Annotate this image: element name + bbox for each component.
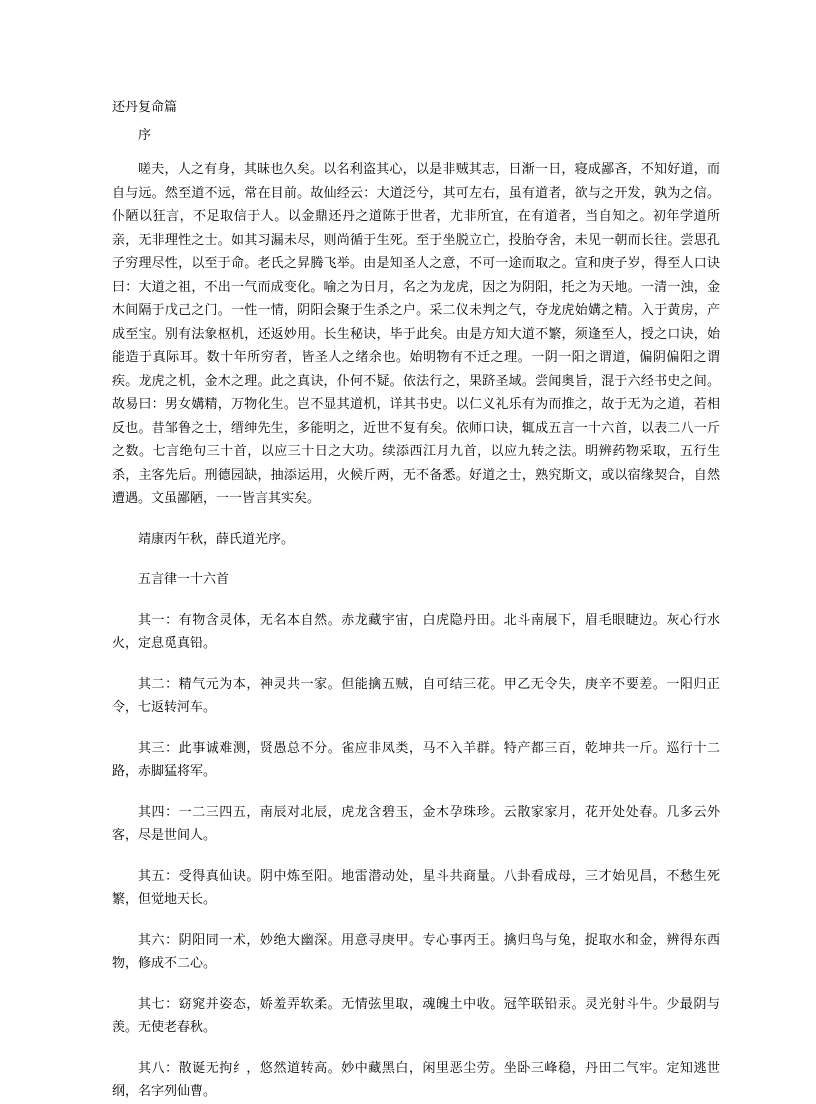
poem-section-heading: 五言律一十六首 [138, 572, 230, 587]
verse-item: 其四：一二三四五，南辰对北辰，虎龙含碧玉，金木孕珠珍。云散家家月，花开处处春。几多云外客，尽是世间人。 [112, 804, 720, 843]
verse-item: 其五：受得真仙诀。阴中炼至阳。地雷潜动处，星斗共商量。八卦看成母，三才始见昌，不愁生死繁，但觉地天长。 [112, 868, 720, 907]
preface-heading: 序 [138, 128, 152, 143]
preface-body: 嗟夫，人之有身，其昧也久矣。以名利盗其心，以是非贼其志，日渐一日，寝成鄙吝，不知好道，而自与远。然至道不远，常在目前。故仙经云：大道泛兮，其可左右，虽有道者，欲与之开发，孰为之信。仆陋以狂言，不足取信于人。以金鼎还丹之道陈于世者，尤非所宜，在有道者，当自知之。初年学道所亲，无非理性之士。如其习漏未尽，则尚循于生死。至于坐脱立亡，投胎夺舍，未见一朝而长往。尝思孔子穷理尽性，以至于命。老氏之昇腾飞举。由是知圣人之意，不可一途而取之。宣和庚子岁，得至人口诀曰：大道之祖，不出一气而成变化。喻之为日月，名之为龙虎，因之为阴阳，托之为天地。一清一浊，金木间隔于戊己之门。一性一情，阴阳会聚于生杀之户。采二仪未判之气，夺龙虎始媾之精。入于黄房，产成至宝。别有法象枢机，还返妙用。长生秘诀，毕于此矣。由是方知大道不繁，须逢至人，授之口诀，始能造于真际耳。数十年所穷者，皆圣人之绪余也。始明物有不迁之理。一阴一阳之谓道，偏阴偏阳之谓疾。龙虎之机，金木之理。此之真诀，仆何不疑。依法行之，果跻圣域。尝闻奥旨，混于六经书史之间。故易曰：男女媾精，万物化生。岂不显其道机，详其书史。以仁义礼乐有为而推之，故于无为之道，若相反也。昔邹鲁之士，缙绅先生，多能明之，近世不复有矣。依师口诀，辄成五言一十六首，以表二八一斤之数。七言绝句三十首，以应三十日之大功。续添西江月九首，以应九转之法。明辨药物采取，五行生杀，主客先后。刑德园缺，抽添运用，火候斤两，无不备悉。好道之士，熟究斯文，或以宿缘契合，自然遭遇。文虽鄙陋，一一皆言其实矣。 [112, 162, 720, 506]
verse-item: 其七：窈窕并姿态，娇羞弄软柔。无情弦里取，魂魄土中收。冠竿联铅汞。灵光射斗牛。少最阴与羡。无使老春秋。 [112, 996, 720, 1035]
document-title: 还丹复命篇 [112, 100, 178, 115]
preface-signature: 靖康丙午秋，薛氏道光序。 [138, 531, 295, 547]
verse-item: 其二：精气元为本，神灵共一家。但能擒五贼，自可结三花。甲乙无令失，庚辛不要差。一阳归正令，七返转河车。 [112, 676, 720, 715]
verse-item: 其八：散诞无拘纟，悠然道转高。妙中藏黑白，闲里恶尘劳。坐卧三峰稳，丹田二气牢。定知逃世纲，名字列仙曹。 [112, 1060, 720, 1099]
verse-item: 其六：阴阳同一术，妙绝大幽深。用意寻庚甲。专心事丙王。擒归鸟与兔，捉取水和金，辨得东西物，修成不二心。 [112, 932, 720, 971]
verse-item: 其三：此事诚难测，贤愚总不分。雀应非凤类，马不入羊群。特产都三百，乾坤共一斤。巡行十二路，赤脚猛将军。 [112, 740, 720, 779]
verse-item: 其一：有物含灵体，无名本自然。赤龙藏宇宙，白虎隐丹田。北斗南展下，眉毛眼睫边。灰心行水火，定息觅真铅。 [112, 612, 720, 651]
